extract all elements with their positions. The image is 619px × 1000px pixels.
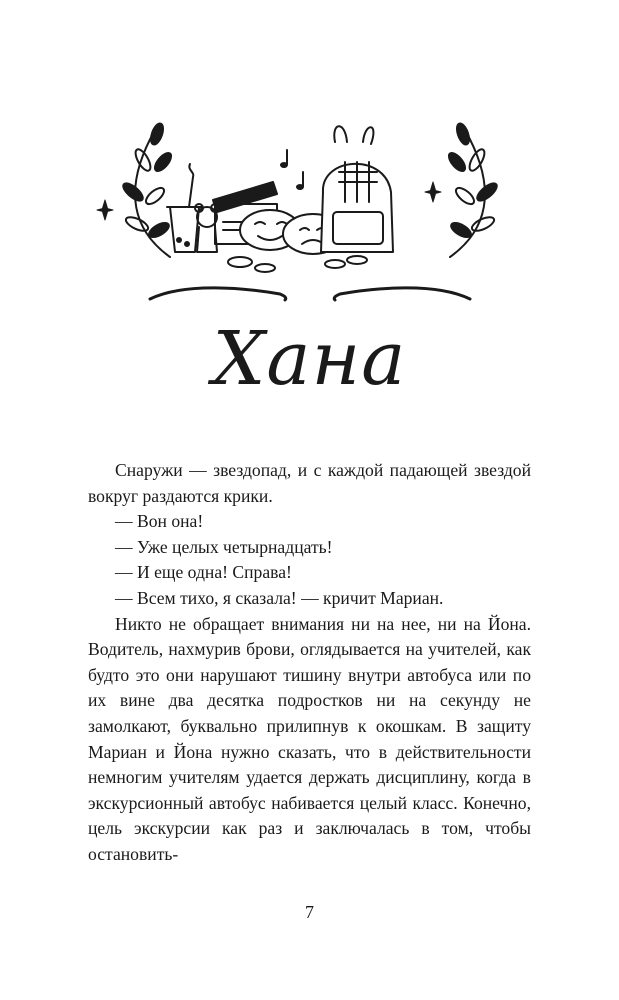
paragraph: — Вон она! xyxy=(115,511,204,532)
coins xyxy=(228,256,367,272)
chapter-title: Хана xyxy=(212,316,407,402)
bunny-backpack xyxy=(321,126,393,252)
decorative-swash-left xyxy=(150,288,286,300)
paragraph: Никто не обращает внимания ни на нее, ни на Йона. Водитель, нахмурив брови, оглядывается на учителей, как будто это они нарушают тишину внутри автобуса или по их вине два десятка подростков ни на секунду не замолкают, буквально прилипнув к окошкам. В защиту Мариан и Йона нужно сказать, что в действительности немногим учителям удается держать дисциплину, когда в экскурсионный автобус набивается целый класс. Конечно, цель экскурсии как раз и заключалась в том, чтобы остановить- xyxy=(88,613,531,864)
paragraph: — Уже целых четырнадцать! xyxy=(115,536,333,557)
right-laurel-branch xyxy=(446,122,499,257)
drink-cup xyxy=(167,164,202,252)
paragraph: — Всем тихо, я сказала! — кричит Мариан. xyxy=(115,587,444,608)
paragraph: — И еще одна! Справа! xyxy=(115,562,292,583)
chapter-header-illustration xyxy=(95,112,525,312)
chapter-text xyxy=(88,458,531,868)
left-laurel-branch xyxy=(121,122,174,257)
sparkle-left xyxy=(97,200,113,220)
page-number: 7 xyxy=(305,902,314,922)
paragraph: Снаружи — звездопад, и с каждой падающей звездой вокруг раздаются крики. xyxy=(88,460,531,506)
decorative-swash-right xyxy=(334,288,470,300)
sparkle-right xyxy=(425,182,441,202)
music-notes xyxy=(281,150,303,189)
